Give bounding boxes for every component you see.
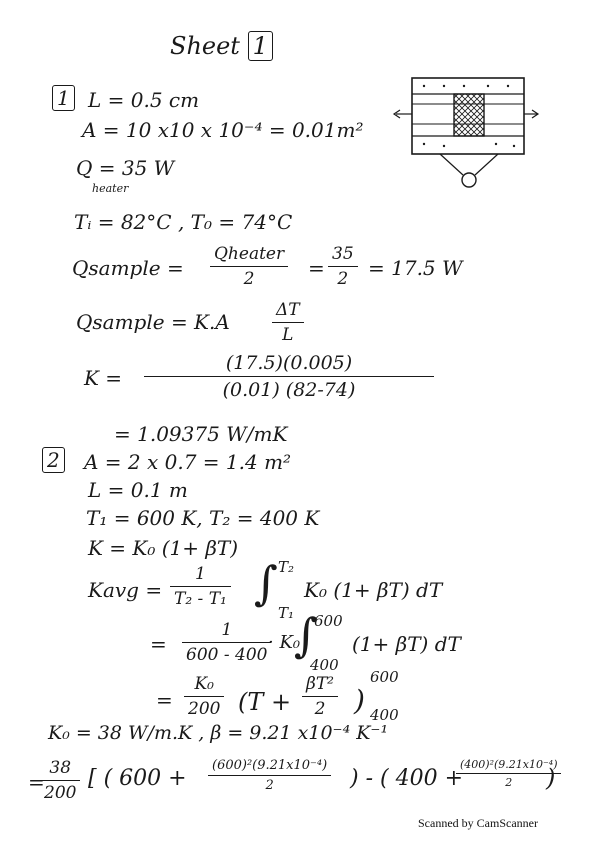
p2-frac2 bbox=[182, 620, 271, 665]
p2-eval-lower: 400 bbox=[370, 706, 399, 724]
p2-eq2: = bbox=[150, 632, 167, 656]
p1-frac-K bbox=[144, 352, 434, 401]
wire-left bbox=[440, 154, 463, 175]
p2-frac3-num: K₀ bbox=[194, 674, 214, 694]
p1-frac-K-num: (17.5)(0.005) bbox=[225, 352, 353, 374]
p2-eval-upper: 600 bbox=[370, 668, 399, 686]
p2-T: T₁ = 600 K, T₂ = 400 K bbox=[86, 506, 320, 530]
p2-bracket-close: ) bbox=[354, 684, 365, 717]
sheet-title-text: Sheet bbox=[170, 32, 240, 60]
p2-L: L = 0.1 m bbox=[88, 478, 188, 502]
p2-number-box bbox=[42, 448, 65, 472]
p1-K-label: K = bbox=[84, 366, 123, 390]
p2-K: K = K₀ (1+ βT) bbox=[88, 536, 239, 560]
p2-final-b-den: 2 bbox=[505, 776, 513, 789]
p2-int1-lower: T₁ bbox=[278, 604, 295, 622]
p1-Qsample2: Qsample = K.A bbox=[76, 310, 230, 334]
p2-final-prefix: = bbox=[28, 770, 45, 794]
p2-f2-mid: · K₀ bbox=[268, 632, 301, 653]
p1-eq1: = bbox=[308, 256, 325, 280]
p1-K-result: = 1.09375 W/mK bbox=[114, 422, 288, 446]
p2-consts: K₀ = 38 W/m.K , β = 9.21 x10⁻⁴ K⁻¹ bbox=[48, 722, 389, 744]
notebook-page bbox=[28, 20, 560, 816]
p1-frac-dT-den: L bbox=[282, 325, 294, 345]
sheet-title bbox=[170, 32, 273, 60]
p1-frac-qheater-den: 2 bbox=[243, 269, 255, 289]
p2-frac-kavg-num: 1 bbox=[195, 564, 206, 584]
p2-int2-body: (1+ βT) dT bbox=[352, 632, 461, 656]
p1-number: 1 bbox=[52, 85, 75, 111]
sheet-number: 1 bbox=[248, 31, 273, 61]
p2-int1-upper: T₂ bbox=[278, 558, 295, 576]
integral-sign: ∫ bbox=[294, 608, 318, 662]
dot bbox=[443, 85, 445, 87]
dot bbox=[487, 85, 489, 87]
dot bbox=[423, 85, 425, 87]
p1-frac-dT-num: ΔT bbox=[276, 300, 300, 320]
p1-Q: Q = 35 W bbox=[76, 156, 175, 180]
p1-eq1-result: = 17.5 W bbox=[368, 256, 463, 280]
p2-Kavg-label: Kavg = bbox=[88, 578, 163, 602]
dot bbox=[513, 145, 515, 147]
dot bbox=[495, 143, 497, 145]
p2-final-a-frac bbox=[208, 758, 331, 793]
apparatus-diagram bbox=[390, 72, 540, 192]
p1-frac-K-den: (0.01) (82-74) bbox=[222, 379, 356, 401]
p1-Qsample-label: Qsample = bbox=[72, 256, 184, 280]
p2-final-frac bbox=[40, 758, 80, 803]
p2-final-b-top: (400)²(9.21x10⁻⁴) bbox=[460, 758, 558, 771]
p2-int2-lower: 400 bbox=[310, 656, 339, 674]
p2-frac-kavg bbox=[170, 564, 231, 609]
p1-T: Tᵢ = 82°C , T₀ = 74°C bbox=[74, 210, 293, 234]
p2-frac2-den: 600 - 400 bbox=[186, 645, 268, 665]
dot bbox=[463, 85, 465, 87]
wire-right bbox=[475, 154, 498, 175]
p2-frac3-den: 200 bbox=[188, 699, 221, 719]
p1-frac-qheater-num: Qheater bbox=[214, 244, 285, 264]
p2-int2-upper: 600 bbox=[314, 612, 343, 630]
p1-frac-dT bbox=[272, 300, 304, 345]
p2-final-mid: ) - ( 400 + bbox=[350, 766, 463, 791]
dot bbox=[423, 143, 425, 145]
p1-frac-qheater bbox=[210, 244, 288, 289]
p2-frac2-num: 1 bbox=[221, 620, 233, 640]
p1-frac-35 bbox=[328, 244, 358, 289]
p2-number: 2 bbox=[42, 447, 65, 473]
dot bbox=[443, 145, 445, 147]
p2-int1-body: K₀ (1+ βT) dT bbox=[304, 578, 443, 602]
p1-frac-35-num: 35 bbox=[332, 244, 354, 264]
integral-sign: ∫ bbox=[254, 556, 278, 610]
p1-A: A = 10 x10 x 10⁻⁴ = 0.01m² bbox=[82, 118, 364, 142]
sample-hatched bbox=[454, 94, 484, 136]
p2-final-a-top: (600)²(9.21x10⁻⁴) bbox=[212, 758, 328, 773]
scanner-watermark: Scanned by CamScanner bbox=[418, 816, 538, 830]
p1-frac-35-den: 2 bbox=[337, 269, 349, 289]
p2-frac-bT-num: βT² bbox=[306, 674, 334, 694]
p1-L: L = 0.5 cm bbox=[88, 88, 200, 112]
heater-circle bbox=[462, 173, 476, 187]
p2-eq3: = bbox=[156, 688, 173, 712]
p2-frac-bT-den: 2 bbox=[314, 699, 326, 719]
p2-bracket-T: (T + bbox=[238, 688, 292, 716]
p2-final-end: ) bbox=[546, 764, 556, 792]
p1-Q-subscript: heater bbox=[92, 182, 129, 195]
p2-frac-kavg-den: T₂ - T₁ bbox=[174, 589, 227, 609]
dot bbox=[507, 85, 509, 87]
p2-frac3 bbox=[184, 674, 224, 719]
p2-final-den: 200 bbox=[44, 783, 77, 803]
p2-final-a-den: 2 bbox=[265, 778, 274, 793]
p2-frac-bT bbox=[302, 674, 338, 719]
p2-final-num: 38 bbox=[49, 758, 72, 778]
p2-A: A = 2 x 0.7 = 1.4 m² bbox=[84, 450, 292, 474]
p2-final-a-pre: [ ( 600 + bbox=[88, 766, 187, 791]
p1-number-box bbox=[52, 86, 75, 110]
